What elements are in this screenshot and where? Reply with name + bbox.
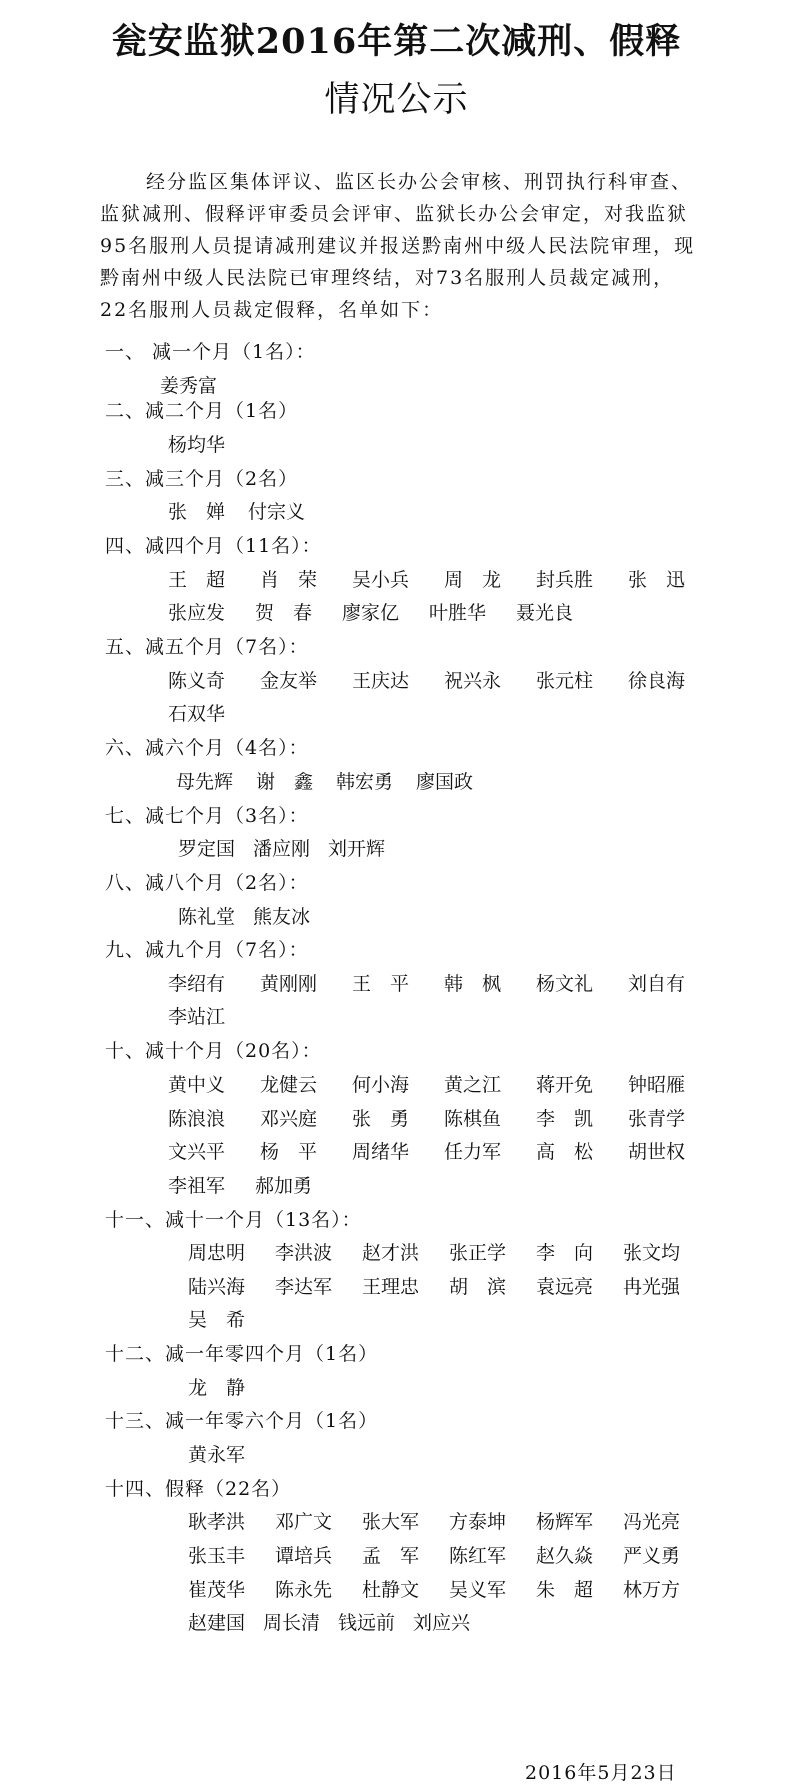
name-item: 聂光良 xyxy=(516,602,574,624)
name-item: 贺 春 xyxy=(255,602,313,624)
name-row xyxy=(160,371,252,398)
name-row xyxy=(188,1507,710,1534)
name-item: 崔茂华 xyxy=(188,1579,246,1601)
name-row xyxy=(168,565,720,592)
name-item: 冉光强 xyxy=(623,1276,681,1298)
name-item: 方泰坤 xyxy=(449,1511,507,1533)
publish-date: 2016年5月23日 xyxy=(525,1762,677,1784)
name-item: 文兴平 xyxy=(168,1141,226,1163)
name-item: 黄中义 xyxy=(168,1074,226,1096)
name-item: 潘应刚 xyxy=(253,838,311,860)
name-item: 吴小兵 xyxy=(352,569,410,591)
name-item: 张应发 xyxy=(168,602,226,624)
name-item: 陈永先 xyxy=(275,1579,333,1601)
name-row xyxy=(188,1238,710,1265)
name-item: 赵才洪 xyxy=(362,1242,420,1264)
name-item: 王 平 xyxy=(352,973,410,995)
name-item: 严义勇 xyxy=(623,1545,681,1567)
document-subtitle: 情况公示 xyxy=(324,80,469,120)
name-item: 杜静文 xyxy=(362,1579,420,1601)
section-heading: 十、减十个月（20名）： xyxy=(105,1040,322,1062)
name-item: 孟 军 xyxy=(362,1545,420,1567)
section-heading: 四、减四个月（11名）： xyxy=(105,535,322,557)
name-row xyxy=(188,1305,280,1332)
section-heading: 八、减八个月（2名）： xyxy=(105,872,309,894)
name-item: 肖 荣 xyxy=(260,569,318,591)
name-item: 付宗义 xyxy=(248,501,306,523)
name-item: 吴义军 xyxy=(449,1579,507,1601)
name-item: 张大军 xyxy=(362,1511,420,1533)
name-row xyxy=(168,699,260,726)
section-heading: 六、减六个月（4名）： xyxy=(105,737,309,759)
name-item: 张青学 xyxy=(628,1108,686,1130)
name-item: 黄永军 xyxy=(188,1444,246,1466)
name-row xyxy=(168,598,603,625)
name-item: 郝加勇 xyxy=(255,1175,313,1197)
name-item: 母先辉 xyxy=(176,771,234,793)
name-item: 耿孝洪 xyxy=(188,1511,246,1533)
name-item: 谢 鑫 xyxy=(256,771,314,793)
name-item: 陈浪浪 xyxy=(168,1108,226,1130)
name-item: 张文均 xyxy=(623,1242,681,1264)
name-row xyxy=(168,497,328,524)
name-item: 李站江 xyxy=(168,1006,226,1028)
name-item: 徐良海 xyxy=(628,670,686,692)
name-item: 张元柱 xyxy=(536,670,594,692)
name-item: 姜秀富 xyxy=(160,375,218,397)
name-row xyxy=(168,1070,720,1097)
name-item: 封兵胜 xyxy=(536,569,594,591)
section-heading: 十四、假释（22名） xyxy=(105,1478,292,1500)
name-item: 王 超 xyxy=(168,569,226,591)
name-row xyxy=(168,969,720,996)
name-item: 李洪波 xyxy=(275,1242,333,1264)
intro-text: 经分监区集体评议、监区长办公会审核、刑罚执行科审查、监狱减刑、假释评审委员会评审、监狱长办公会审定，对我监狱95名服刑人员提请减刑建议并报送黔南州中级人民法院审理，现黔南州中级人民法院已审理终结，对73名服刑人员裁定减刑，22名服刑人员裁定假释，名单如下： xyxy=(100,171,696,321)
section-heading: 五、减五个月（7名）： xyxy=(105,636,309,658)
name-item: 张 迅 xyxy=(628,569,686,591)
name-item: 刘开辉 xyxy=(328,838,386,860)
name-item: 钱远前 xyxy=(338,1612,396,1634)
name-item: 邓广文 xyxy=(275,1511,333,1533)
name-item: 袁远亮 xyxy=(536,1276,594,1298)
name-item: 廖国政 xyxy=(416,771,474,793)
name-item: 杨均华 xyxy=(168,434,226,456)
name-row xyxy=(176,767,496,794)
name-item: 邓兴庭 xyxy=(260,1108,318,1130)
name-item: 任力军 xyxy=(444,1141,502,1163)
name-row xyxy=(168,1137,720,1164)
name-item: 钟昭雁 xyxy=(628,1074,686,1096)
name-row xyxy=(168,666,720,693)
name-item: 李祖军 xyxy=(168,1175,226,1197)
section-heading: 七、减七个月（3名）： xyxy=(105,805,309,827)
name-item: 谭培兵 xyxy=(275,1545,333,1567)
name-item: 张玉丰 xyxy=(188,1545,246,1567)
section-heading: 十一、减十一个月（13名）： xyxy=(105,1209,362,1231)
name-item: 黄之江 xyxy=(444,1074,502,1096)
name-item: 杨文礼 xyxy=(536,973,594,995)
name-item: 刘应兴 xyxy=(413,1612,471,1634)
name-row xyxy=(188,1541,710,1568)
name-item: 杨辉军 xyxy=(536,1511,594,1533)
name-item: 龙健云 xyxy=(260,1074,318,1096)
name-row xyxy=(188,1575,710,1602)
name-item: 朱 超 xyxy=(536,1579,594,1601)
name-item: 廖家亿 xyxy=(342,602,400,624)
name-item: 金友举 xyxy=(260,670,318,692)
name-item: 张 勇 xyxy=(352,1108,410,1130)
name-row xyxy=(188,1272,710,1299)
name-item: 李 凯 xyxy=(536,1108,594,1130)
name-item: 王庆达 xyxy=(352,670,410,692)
document-title: 瓮安监狱2016年第二次减刑、假释 xyxy=(111,21,682,62)
name-item: 胡 滨 xyxy=(449,1276,507,1298)
name-item: 陆兴海 xyxy=(188,1276,246,1298)
section-heading: 二、减二个月（1名） xyxy=(105,400,299,422)
name-item: 杨 平 xyxy=(260,1141,318,1163)
section-heading: 九、减九个月（7名）： xyxy=(105,939,309,961)
name-row xyxy=(168,430,260,457)
intro-paragraph xyxy=(100,166,700,326)
name-item: 李 向 xyxy=(536,1242,594,1264)
name-row xyxy=(188,1440,280,1467)
name-item: 韩 枫 xyxy=(444,973,502,995)
name-item: 冯光亮 xyxy=(623,1511,681,1533)
name-item: 周忠明 xyxy=(188,1242,246,1264)
name-item: 张 婵 xyxy=(168,501,226,523)
name-row xyxy=(168,1002,260,1029)
name-item: 赵久焱 xyxy=(536,1545,594,1567)
section-heading: 三、减三个月（2名） xyxy=(105,468,299,490)
name-item: 祝兴永 xyxy=(444,670,502,692)
name-item: 熊友冰 xyxy=(253,906,311,928)
name-row xyxy=(168,1104,720,1131)
name-item: 吴 希 xyxy=(188,1309,246,1331)
name-item: 胡世权 xyxy=(628,1141,686,1163)
name-item: 黄刚刚 xyxy=(260,973,318,995)
name-item: 蒋开免 xyxy=(536,1074,594,1096)
name-item: 李绍有 xyxy=(168,973,226,995)
name-row xyxy=(188,1373,280,1400)
name-item: 陈红军 xyxy=(449,1545,507,1567)
name-item: 叶胜华 xyxy=(429,602,487,624)
name-item: 何小海 xyxy=(352,1074,410,1096)
name-item: 周绪华 xyxy=(352,1141,410,1163)
name-item: 韩宏勇 xyxy=(336,771,394,793)
section-heading: 十二、减一年零四个月（1名） xyxy=(105,1343,379,1365)
name-item: 陈礼堂 xyxy=(178,906,236,928)
name-item: 周长清 xyxy=(263,1612,321,1634)
name-item: 陈棋鱼 xyxy=(444,1108,502,1130)
name-item: 龙 静 xyxy=(188,1377,246,1399)
name-row xyxy=(168,1171,342,1198)
section-heading: 一、 减一个月（1名）： xyxy=(105,341,316,363)
name-item: 赵建国 xyxy=(188,1612,246,1634)
name-item: 李达军 xyxy=(275,1276,333,1298)
name-item: 周 龙 xyxy=(444,569,502,591)
name-item: 刘自有 xyxy=(628,973,686,995)
name-item: 罗定国 xyxy=(178,838,236,860)
section-heading: 十三、减一年零六个月（1名） xyxy=(105,1410,379,1432)
name-item: 林万方 xyxy=(623,1579,681,1601)
name-row xyxy=(178,834,403,861)
name-item: 王理忠 xyxy=(362,1276,420,1298)
name-row xyxy=(178,902,328,929)
name-item: 张正学 xyxy=(449,1242,507,1264)
name-item: 石双华 xyxy=(168,703,226,725)
name-item: 陈义奇 xyxy=(168,670,226,692)
name-item: 高 松 xyxy=(536,1141,594,1163)
name-row xyxy=(188,1608,488,1635)
